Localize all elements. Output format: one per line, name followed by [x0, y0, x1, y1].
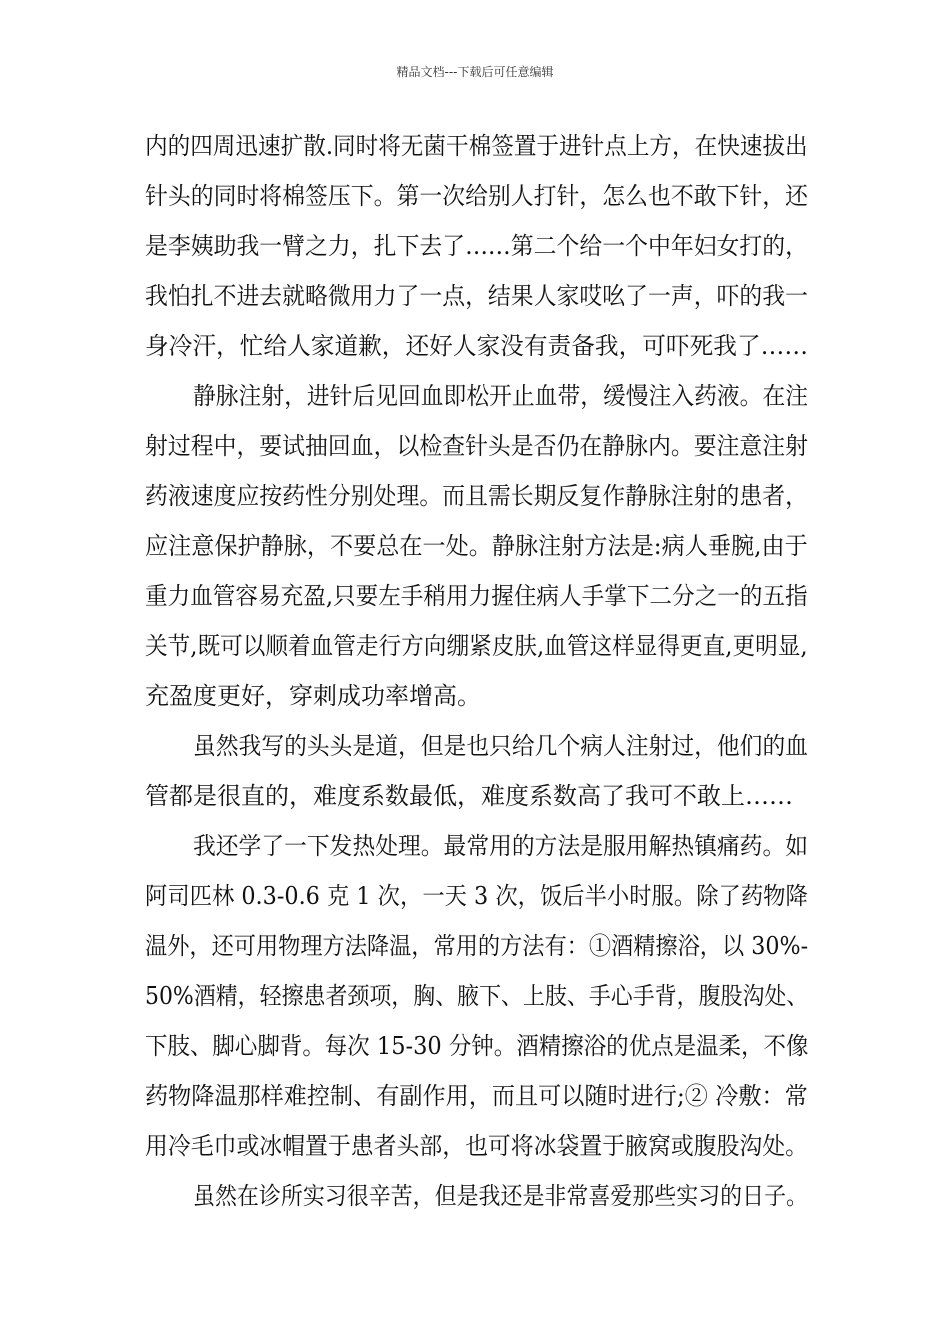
paragraph-first-line: 我还学了一下发热处理。最常用的方法是服用解热镇痛药。如 [193, 832, 808, 860]
paragraph-first-line: 虽然在诊所实习很辛苦，但是我还是非常喜爱那些实习的日子。 [193, 1182, 808, 1210]
text-line: 用冷毛巾或冰帽置于患者头部，也可将冰袋置于腋窝或腹股沟处。 [145, 1132, 808, 1160]
paragraph-first-line: 虽然我写的头头是道，但是也只给几个病人注射过，他们的血 [193, 732, 808, 760]
text-line: 药物降温那样难控制、有副作用，而且可以随时进行;② 冷敷：常 [145, 1082, 808, 1110]
page-header: 精品文档---下载后可任意编辑 [396, 65, 554, 79]
text-line: 是李姨助我一臂之力，扎下去了……第二个给一个中年妇女打的， [145, 232, 808, 260]
text-line: 温外，还可用物理方法降温，常用的方法有：①酒精擦浴，以 30%- [145, 932, 809, 960]
text-line: 管都是很直的，难度系数最低，难度系数高了我可不敢上…… [145, 782, 793, 810]
text-line: 针头的同时将棉签压下。第一次给别人打针，怎么也不敢下针，还 [145, 182, 808, 210]
text-line: 下肢、脚心脚背。每次 15-30 分钟。酒精擦浴的优点是温柔，不像 [145, 1032, 809, 1060]
text-line: 50%酒精，轻擦患者颈项，胸、腋下、上肢、手心手背，腹股沟处、 [145, 982, 809, 1010]
text-line: 充盈度更好，穿刺成功率增高。 [145, 682, 481, 710]
paragraph-first-line: 静脉注射，进针后见回血即松开止血带，缓慢注入药液。在注 [193, 382, 808, 410]
text-line: 射过程中，要试抽回血，以检查针头是否仍在静脉内。要注意注射 [145, 432, 808, 460]
text-line: 重力血管容易充盈,只要左手稍用力握住病人手掌下二分之一的五指 [145, 582, 808, 610]
text-line: 关节,既可以顺着血管走行方向绷紧皮肤,血管这样显得更直,更明显, [145, 632, 808, 660]
text-line: 药液速度应按药性分别处理。而且需长期反复作静脉注射的患者， [145, 482, 808, 510]
text-line: 身冷汗，忙给人家道歉，还好人家没有责备我，可吓死我了…… [145, 332, 808, 360]
text-line: 应注意保护静脉，不要总在一处。静脉注射方法是:病人垂腕,由于 [145, 532, 808, 560]
text-line: 我怕扎不进去就略微用力了一点，结果人家哎吆了一声，吓的我一 [145, 282, 808, 310]
text-line: 内的四周迅速扩散.同时将无菌干棉签置于进针点上方，在快速拔出 [145, 132, 808, 160]
text-line: 阿司匹林 0.3-0.6 克 1 次，一天 3 次，饭后半小时服。除了药物降 [145, 882, 808, 910]
